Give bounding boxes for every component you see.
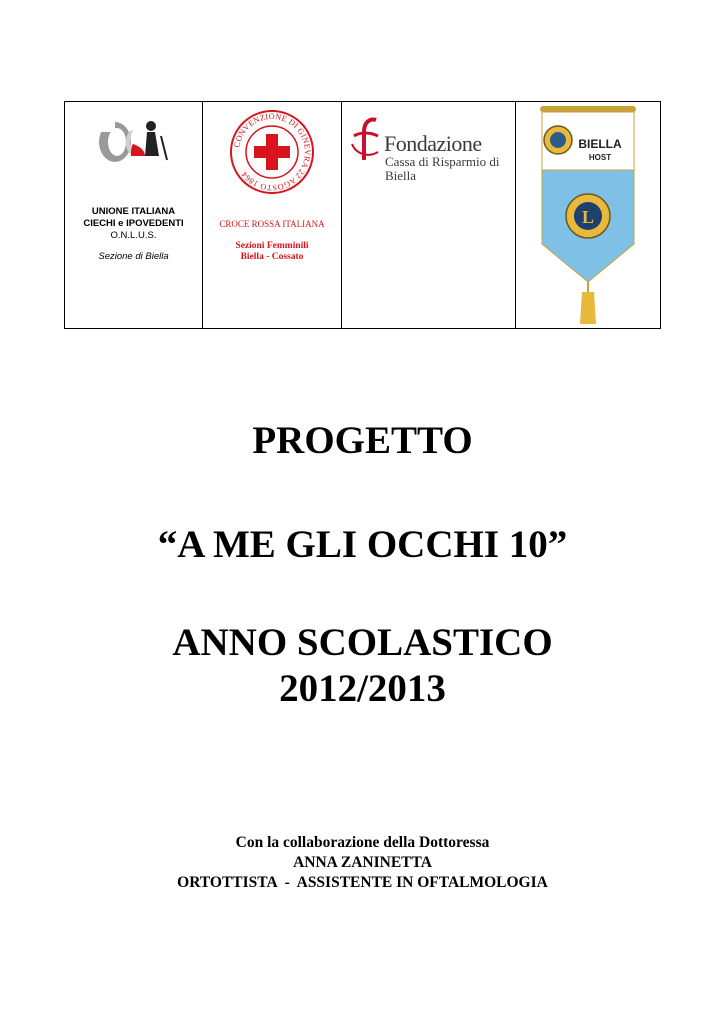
credits-line2: ANNA ZANINETTA <box>293 854 432 871</box>
uici-line2: CIECHI e IPOVEDENTI <box>83 218 184 229</box>
project-title: PROGETTO <box>252 419 473 462</box>
lions-banner-line2: HOST <box>588 153 612 162</box>
school-year: 2012/2013 <box>279 667 446 710</box>
uici-text <box>65 206 202 263</box>
cri-seal-text: CONVENZIONE DI GINEVRA 22 AGOSTO 1864 <box>232 111 313 193</box>
fondazione-cell <box>342 102 516 328</box>
cri-text <box>203 219 341 263</box>
lions-pennant-icon <box>530 104 650 328</box>
cri-sub1: Sezioni Femminili <box>235 241 309 251</box>
red-cross-seal-icon <box>229 109 315 195</box>
credits-line1: Con la collaborazione della Dottoressa <box>235 834 490 851</box>
uici-line3: O.N.L.U.S. <box>110 230 157 241</box>
uici-logo-icon <box>93 110 173 170</box>
logo-header-table <box>64 101 661 329</box>
uici-cell <box>65 102 203 328</box>
fondazione-text <box>384 133 515 183</box>
lions-banner-line1: BIELLA <box>578 137 622 151</box>
lions-cell <box>516 102 660 328</box>
uici-line4: Sezione di Biella <box>98 251 169 262</box>
cri-name: CROCE ROSSA ITALIANA <box>219 219 325 229</box>
school-year-label: ANNO SCOLASTICO <box>172 621 553 664</box>
cri-sub2: Biella - Cossato <box>240 252 304 262</box>
fondazione-f-icon <box>348 114 388 162</box>
project-name: “A ME GLI OCCHI 10” <box>157 523 568 566</box>
fondazione-name: Fondazione <box>384 131 482 156</box>
lions-emblem-letter: L <box>581 207 595 227</box>
fondazione-subtitle: Cassa di Risparmio di Biella <box>385 154 500 183</box>
credits-line3: ORTOTTISTA - ASSISTENTE IN OFTALMOLOGIA <box>177 874 548 891</box>
cri-cell <box>203 102 342 328</box>
uici-line1: UNIONE ITALIANA <box>91 206 176 217</box>
credits-block <box>0 833 725 893</box>
